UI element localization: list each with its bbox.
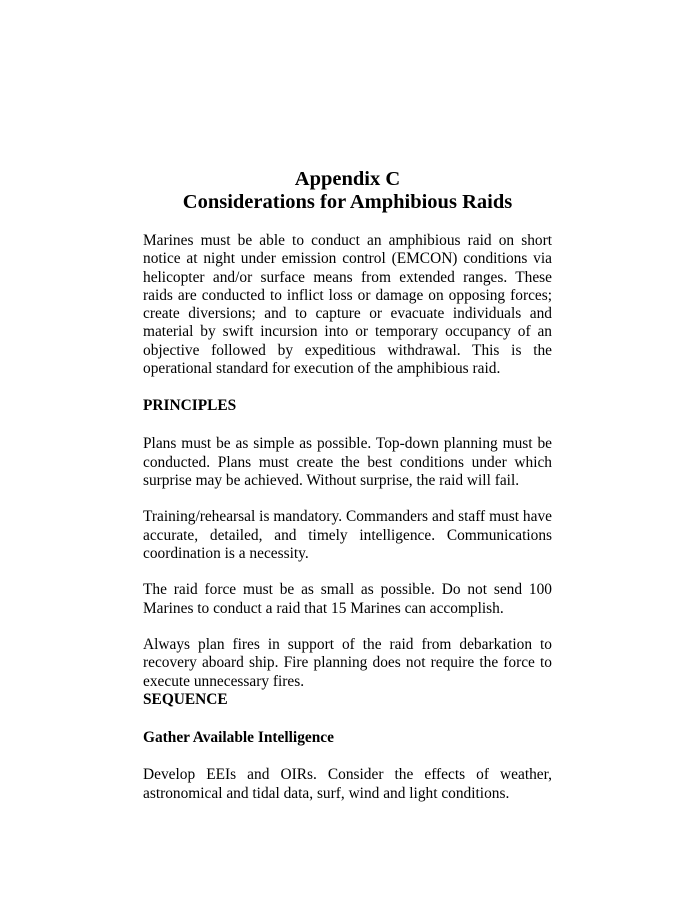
sequence-paragraph: Develop EEIs and OIRs. Consider the effects of weather, astronomical and tidal data, surf, wind and light conditions. (143, 766, 552, 802)
body-content (143, 232, 552, 803)
principles-paragraph-1: Plans must be as simple as possible. Top-down planning must be conducted. Plans must create the best conditions under which surprise may be achieved. Without surprise, the raid will fail. (143, 435, 552, 489)
sequence-subheading: Gather Available Intelligence (143, 729, 334, 746)
principles-heading: PRINCIPLES (143, 397, 237, 414)
appendix-title: Considerations for Amphibious Raids (182, 191, 513, 213)
principles-paragraph-4: Always plan fires in support of the raid from debarkation to recovery aboard ship. Fire planning does not require the force to execute unnecessary fires. (143, 636, 552, 690)
sequence-heading: SEQUENCE (143, 690, 228, 708)
page-title (0, 168, 695, 214)
intro-paragraph: Marines must be able to conduct an amphibious raid on short notice at night under emission control (EMCON) conditions via helicopter and/or surface means from extended ranges. These raids are conducted to inflict loss or damage on opposing forces; create diversions; and to capture or evacuate individuals and material by swift incursion into or temporary occupancy of an objective followed by expeditious withdrawal. This is the operational standard for execution of the amphibious raid. (143, 232, 552, 377)
principles-paragraph-3: The raid force must be as small as possible. Do not send 100 Marines to conduct a raid that 15 Marines can accomplish. (143, 581, 552, 617)
appendix-label: Appendix C (294, 168, 401, 190)
principles-paragraph-2: Training/rehearsal is mandatory. Commanders and staff must have accurate, detailed, and timely intelligence. Communications coordination is a necessity. (143, 508, 552, 562)
